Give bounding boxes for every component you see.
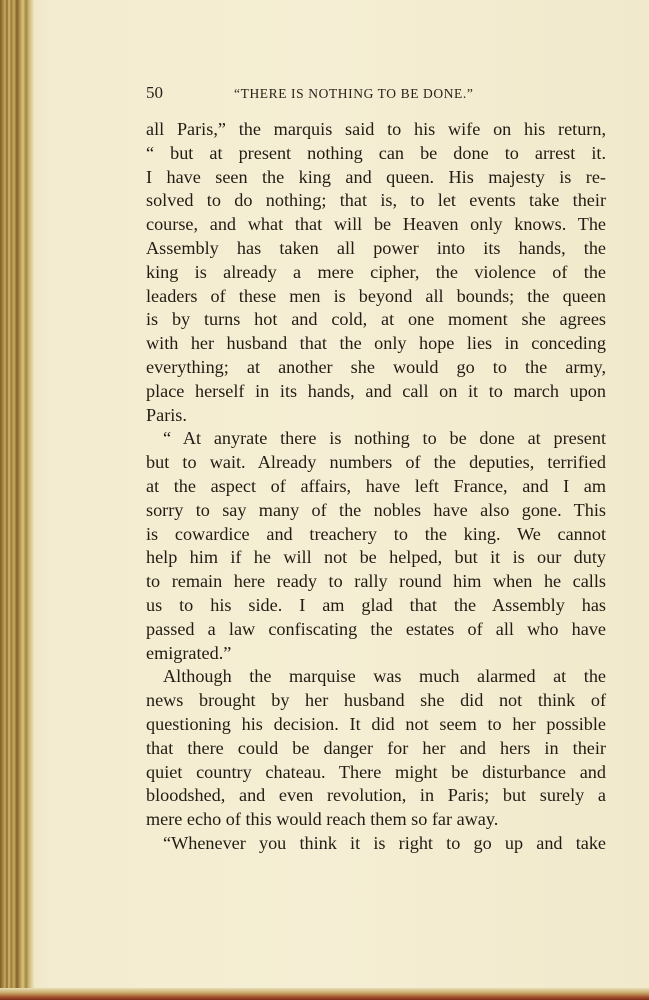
text-line: emigrated.” <box>146 642 232 663</box>
text-line: Assembly has taken all power into its hands, the <box>146 237 606 258</box>
text-line: leaders of these men is beyond all bounds; the queen <box>146 285 606 306</box>
text-line: quiet country chateau. There might be disturbance and <box>146 761 606 782</box>
text-line: questioning his decision. It did not seem to her possible <box>146 713 606 734</box>
text-line: sorry to say many of the nobles have also gone. This <box>146 499 606 520</box>
text-line: with her husband that the only hope lies in conceding <box>146 333 606 354</box>
text-line: is cowardice and treachery to the king. We cannot <box>146 523 606 544</box>
text-line: is by turns hot and cold, at one moment she agrees <box>146 309 606 330</box>
text-line: help him if he will not be helped, but it is our duty <box>146 547 606 568</box>
text-line: Paris. <box>146 404 187 425</box>
text-line: “ but at present nothing can be done to arrest it. <box>146 142 606 163</box>
text-line: mere echo of this would reach them so far away. <box>146 809 499 830</box>
text-line: to remain here ready to rally round him when he calls <box>146 571 606 592</box>
running-title: “THERE IS NOTHING TO BE DONE.” <box>234 86 474 101</box>
text-line: bloodshed, and even revolution, in Paris; but surely a <box>146 785 606 806</box>
body-text <box>146 118 606 856</box>
text-line: that there could be danger for her and hers in their <box>146 737 606 758</box>
page-header <box>146 83 606 105</box>
page-bottom-edge <box>0 988 649 1000</box>
text-line: us to his side. I am glad that the Assembly has <box>146 594 606 615</box>
text-line: at the aspect of affairs, have left France, and I am <box>146 475 606 496</box>
text-line: but to wait. Already numbers of the deputies, terrified <box>146 452 606 473</box>
text-line: solved to do nothing; that is, to let events take their <box>146 190 606 211</box>
text-line: course, and what that will be Heaven only knows. The <box>146 214 606 235</box>
page-number: 50 <box>146 83 163 102</box>
text-line: passed a law confiscating the estates of all who have <box>146 618 606 639</box>
text-line: I have seen the king and queen. His majesty is re- <box>146 166 606 187</box>
text-line: news brought by her husband she did not think of <box>146 690 606 711</box>
text-line: Although the marquise was much alarmed at the <box>163 666 606 687</box>
text-line: place herself in its hands, and call on it to march upon <box>146 380 606 401</box>
book-binding <box>0 0 34 1000</box>
text-line: “ At anyrate there is nothing to be done at present <box>163 428 606 449</box>
text-line: king is already a mere cipher, the violence of the <box>146 261 606 282</box>
text-line: all Paris,” the marquis said to his wife on his return, <box>146 119 606 139</box>
text-line: “Whenever you think it is right to go up and take <box>163 832 606 853</box>
text-line: everything; at another she would go to the army, <box>146 356 606 377</box>
